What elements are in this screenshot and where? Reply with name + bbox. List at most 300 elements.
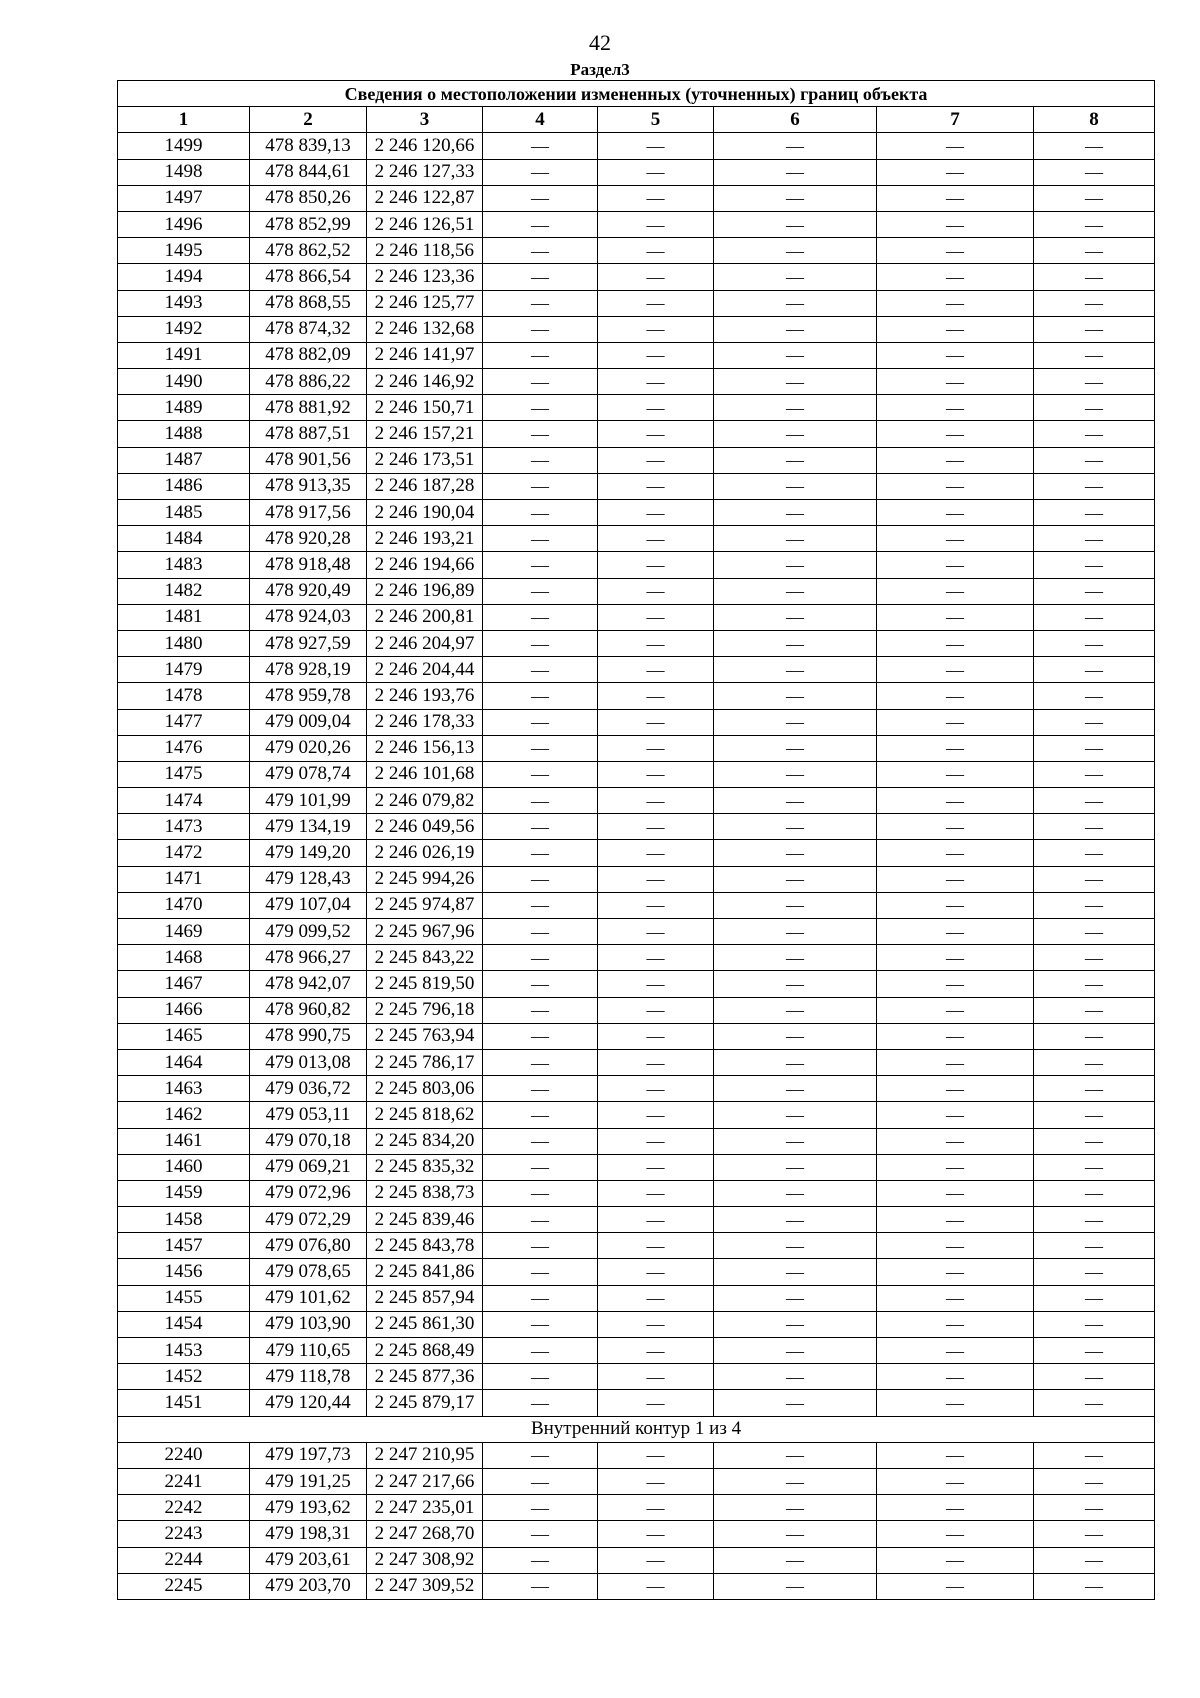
empty-value-cell: — <box>714 159 877 185</box>
empty-value-cell: — <box>598 473 714 499</box>
x-coordinate-cell: 478 928,19 <box>250 657 367 683</box>
empty-value-cell: — <box>598 1102 714 1128</box>
empty-value-cell: — <box>877 473 1034 499</box>
empty-value-cell: — <box>877 316 1034 342</box>
empty-value-cell: — <box>714 866 877 892</box>
empty-value-cell: — <box>598 316 714 342</box>
point-number-cell: 1463 <box>118 1076 250 1102</box>
x-coordinate-cell: 479 072,96 <box>250 1180 367 1206</box>
empty-value-cell: — <box>714 657 877 683</box>
table-row <box>118 1180 1155 1206</box>
table-row <box>118 264 1155 290</box>
empty-value-cell: — <box>714 1364 877 1390</box>
table-row <box>118 500 1155 526</box>
empty-value-cell: — <box>877 630 1034 656</box>
x-coordinate-cell: 479 069,21 <box>250 1154 367 1180</box>
point-number-cell: 1470 <box>118 892 250 918</box>
table-body <box>118 133 1155 1600</box>
table-row <box>118 526 1155 552</box>
empty-value-cell: — <box>714 1128 877 1154</box>
empty-value-cell: — <box>877 1468 1034 1494</box>
empty-value-cell: — <box>714 814 877 840</box>
empty-value-cell: — <box>714 1338 877 1364</box>
empty-value-cell: — <box>598 1285 714 1311</box>
y-coordinate-cell: 2 245 803,06 <box>367 1076 483 1102</box>
contour-label-row <box>118 1416 1155 1442</box>
empty-value-cell: — <box>483 342 598 368</box>
table-row <box>118 578 1155 604</box>
x-coordinate-cell: 479 053,11 <box>250 1102 367 1128</box>
empty-value-cell: — <box>483 526 598 552</box>
empty-value-cell: — <box>598 395 714 421</box>
x-coordinate-cell: 479 078,74 <box>250 761 367 787</box>
empty-value-cell: — <box>483 1311 598 1337</box>
empty-value-cell: — <box>714 1180 877 1206</box>
empty-value-cell: — <box>877 709 1034 735</box>
empty-value-cell: — <box>877 238 1034 264</box>
empty-value-cell: — <box>598 526 714 552</box>
empty-value-cell: — <box>598 1207 714 1233</box>
empty-value-cell: — <box>877 866 1034 892</box>
table-row <box>118 657 1155 683</box>
empty-value-cell: — <box>483 1154 598 1180</box>
empty-value-cell: — <box>877 1233 1034 1259</box>
table-row <box>118 1076 1155 1102</box>
table-row <box>118 133 1155 159</box>
x-coordinate-cell: 478 990,75 <box>250 1023 367 1049</box>
empty-value-cell: — <box>1034 500 1155 526</box>
y-coordinate-cell: 2 246 156,13 <box>367 735 483 761</box>
empty-value-cell: — <box>1034 1521 1155 1547</box>
empty-value-cell: — <box>714 238 877 264</box>
table-row <box>118 1154 1155 1180</box>
table-row <box>118 159 1155 185</box>
y-coordinate-cell: 2 246 079,82 <box>367 788 483 814</box>
empty-value-cell: — <box>714 264 877 290</box>
empty-value-cell: — <box>1034 971 1155 997</box>
empty-value-cell: — <box>598 1023 714 1049</box>
y-coordinate-cell: 2 246 173,51 <box>367 447 483 473</box>
empty-value-cell: — <box>714 788 877 814</box>
empty-value-cell: — <box>1034 473 1155 499</box>
empty-value-cell: — <box>483 788 598 814</box>
x-coordinate-cell: 478 918,48 <box>250 552 367 578</box>
empty-value-cell: — <box>877 211 1034 237</box>
empty-value-cell: — <box>1034 630 1155 656</box>
empty-value-cell: — <box>1034 133 1155 159</box>
column-header: 4 <box>483 107 598 133</box>
point-number-cell: 2242 <box>118 1495 250 1521</box>
point-number-cell: 1498 <box>118 159 250 185</box>
y-coordinate-cell: 2 245 967,96 <box>367 919 483 945</box>
empty-value-cell: — <box>877 526 1034 552</box>
empty-value-cell: — <box>483 500 598 526</box>
y-coordinate-cell: 2 245 857,94 <box>367 1285 483 1311</box>
table-row <box>118 1049 1155 1075</box>
empty-value-cell: — <box>714 395 877 421</box>
empty-value-cell: — <box>598 1390 714 1416</box>
empty-value-cell: — <box>483 709 598 735</box>
empty-value-cell: — <box>1034 1338 1155 1364</box>
point-number-cell: 1484 <box>118 526 250 552</box>
empty-value-cell: — <box>598 1128 714 1154</box>
empty-value-cell: — <box>877 1102 1034 1128</box>
empty-value-cell: — <box>1034 1390 1155 1416</box>
empty-value-cell: — <box>483 997 598 1023</box>
empty-value-cell: — <box>483 604 598 630</box>
point-number-cell: 1457 <box>118 1233 250 1259</box>
y-coordinate-cell: 2 246 194,66 <box>367 552 483 578</box>
table-row <box>118 185 1155 211</box>
empty-value-cell: — <box>598 1259 714 1285</box>
x-coordinate-cell: 479 101,99 <box>250 788 367 814</box>
x-coordinate-cell: 479 072,29 <box>250 1207 367 1233</box>
point-number-cell: 1469 <box>118 919 250 945</box>
y-coordinate-cell: 2 245 974,87 <box>367 892 483 918</box>
column-header: 2 <box>250 107 367 133</box>
empty-value-cell: — <box>598 997 714 1023</box>
empty-value-cell: — <box>1034 552 1155 578</box>
table-row <box>118 1573 1155 1599</box>
x-coordinate-cell: 478 868,55 <box>250 290 367 316</box>
point-number-cell: 1489 <box>118 395 250 421</box>
empty-value-cell: — <box>483 133 598 159</box>
x-coordinate-cell: 479 076,80 <box>250 1233 367 1259</box>
point-number-cell: 1451 <box>118 1390 250 1416</box>
empty-value-cell: — <box>1034 814 1155 840</box>
x-coordinate-cell: 479 103,90 <box>250 1311 367 1337</box>
empty-value-cell: — <box>877 997 1034 1023</box>
empty-value-cell: — <box>714 1573 877 1599</box>
y-coordinate-cell: 2 247 235,01 <box>367 1495 483 1521</box>
empty-value-cell: — <box>714 971 877 997</box>
empty-value-cell: — <box>598 1233 714 1259</box>
point-number-cell: 1462 <box>118 1102 250 1128</box>
point-number-cell: 1485 <box>118 500 250 526</box>
y-coordinate-cell: 2 246 196,89 <box>367 578 483 604</box>
x-coordinate-cell: 478 887,51 <box>250 421 367 447</box>
empty-value-cell: — <box>483 971 598 997</box>
y-coordinate-cell: 2 246 127,33 <box>367 159 483 185</box>
table-row <box>118 866 1155 892</box>
y-coordinate-cell: 2 247 309,52 <box>367 1573 483 1599</box>
table-row <box>118 1468 1155 1494</box>
empty-value-cell: — <box>1034 1259 1155 1285</box>
x-coordinate-cell: 478 839,13 <box>250 133 367 159</box>
empty-value-cell: — <box>877 1573 1034 1599</box>
y-coordinate-cell: 2 246 150,71 <box>367 395 483 421</box>
table-row <box>118 473 1155 499</box>
y-coordinate-cell: 2 245 835,32 <box>367 1154 483 1180</box>
empty-value-cell: — <box>714 1390 877 1416</box>
empty-value-cell: — <box>877 1547 1034 1573</box>
empty-value-cell: — <box>598 211 714 237</box>
empty-value-cell: — <box>483 630 598 656</box>
empty-value-cell: — <box>483 290 598 316</box>
empty-value-cell: — <box>483 447 598 473</box>
empty-value-cell: — <box>877 1207 1034 1233</box>
empty-value-cell: — <box>598 1442 714 1468</box>
empty-value-cell: — <box>1034 683 1155 709</box>
point-number-cell: 1487 <box>118 447 250 473</box>
point-number-cell: 1482 <box>118 578 250 604</box>
empty-value-cell: — <box>483 1468 598 1494</box>
empty-value-cell: — <box>714 604 877 630</box>
empty-value-cell: — <box>714 1207 877 1233</box>
y-coordinate-cell: 2 246 204,44 <box>367 657 483 683</box>
table-row <box>118 1259 1155 1285</box>
point-number-cell: 1475 <box>118 761 250 787</box>
x-coordinate-cell: 478 927,59 <box>250 630 367 656</box>
x-coordinate-cell: 479 101,62 <box>250 1285 367 1311</box>
empty-value-cell: — <box>714 1495 877 1521</box>
table-row <box>118 1547 1155 1573</box>
point-number-cell: 1455 <box>118 1285 250 1311</box>
empty-value-cell: — <box>877 971 1034 997</box>
empty-value-cell: — <box>877 159 1034 185</box>
y-coordinate-cell: 2 245 868,49 <box>367 1338 483 1364</box>
table-row <box>118 814 1155 840</box>
empty-value-cell: — <box>714 1468 877 1494</box>
empty-value-cell: — <box>483 578 598 604</box>
point-number-cell: 1453 <box>118 1338 250 1364</box>
point-number-cell: 1468 <box>118 945 250 971</box>
empty-value-cell: — <box>598 866 714 892</box>
empty-value-cell: — <box>877 1521 1034 1547</box>
empty-value-cell: — <box>483 316 598 342</box>
y-coordinate-cell: 2 246 125,77 <box>367 290 483 316</box>
point-number-cell: 1477 <box>118 709 250 735</box>
section-title: Раздел3 <box>570 60 630 79</box>
empty-value-cell: — <box>714 1521 877 1547</box>
x-coordinate-cell: 479 203,70 <box>250 1573 367 1599</box>
empty-value-cell: — <box>714 630 877 656</box>
empty-value-cell: — <box>714 473 877 499</box>
table-row <box>118 971 1155 997</box>
empty-value-cell: — <box>1034 1049 1155 1075</box>
empty-value-cell: — <box>1034 421 1155 447</box>
x-coordinate-cell: 478 924,03 <box>250 604 367 630</box>
y-coordinate-cell: 2 245 879,17 <box>367 1390 483 1416</box>
empty-value-cell: — <box>483 552 598 578</box>
x-coordinate-cell: 478 913,35 <box>250 473 367 499</box>
empty-value-cell: — <box>877 1023 1034 1049</box>
point-number-cell: 1454 <box>118 1311 250 1337</box>
empty-value-cell: — <box>714 500 877 526</box>
point-number-cell: 2243 <box>118 1521 250 1547</box>
point-number-cell: 1466 <box>118 997 250 1023</box>
empty-value-cell: — <box>714 709 877 735</box>
empty-value-cell: — <box>714 133 877 159</box>
empty-value-cell: — <box>598 1468 714 1494</box>
point-number-cell: 1467 <box>118 971 250 997</box>
empty-value-cell: — <box>483 159 598 185</box>
point-number-cell: 1491 <box>118 342 250 368</box>
empty-value-cell: — <box>483 735 598 761</box>
empty-value-cell: — <box>483 1285 598 1311</box>
empty-value-cell: — <box>598 159 714 185</box>
empty-value-cell: — <box>598 709 714 735</box>
table-row <box>118 735 1155 761</box>
empty-value-cell: — <box>1034 840 1155 866</box>
empty-value-cell: — <box>877 814 1034 840</box>
x-coordinate-cell: 478 852,99 <box>250 211 367 237</box>
empty-value-cell: — <box>1034 892 1155 918</box>
empty-value-cell: — <box>714 735 877 761</box>
y-coordinate-cell: 2 245 763,94 <box>367 1023 483 1049</box>
point-number-cell: 1473 <box>118 814 250 840</box>
point-number-cell: 2245 <box>118 1573 250 1599</box>
empty-value-cell: — <box>714 683 877 709</box>
empty-value-cell: — <box>483 1023 598 1049</box>
empty-value-cell: — <box>877 1442 1034 1468</box>
y-coordinate-cell: 2 245 843,78 <box>367 1233 483 1259</box>
empty-value-cell: — <box>483 185 598 211</box>
x-coordinate-cell: 478 844,61 <box>250 159 367 185</box>
point-number-cell: 1478 <box>118 683 250 709</box>
empty-value-cell: — <box>714 421 877 447</box>
empty-value-cell: — <box>877 447 1034 473</box>
empty-value-cell: — <box>1034 866 1155 892</box>
x-coordinate-cell: 479 107,04 <box>250 892 367 918</box>
empty-value-cell: — <box>483 1259 598 1285</box>
point-number-cell: 1459 <box>118 1180 250 1206</box>
point-number-cell: 1493 <box>118 290 250 316</box>
y-coordinate-cell: 2 245 796,18 <box>367 997 483 1023</box>
table-row <box>118 1128 1155 1154</box>
table-row <box>118 788 1155 814</box>
empty-value-cell: — <box>483 945 598 971</box>
x-coordinate-cell: 479 118,78 <box>250 1364 367 1390</box>
y-coordinate-cell: 2 247 210,95 <box>367 1442 483 1468</box>
table-row <box>118 1285 1155 1311</box>
empty-value-cell: — <box>877 1076 1034 1102</box>
x-coordinate-cell: 478 960,82 <box>250 997 367 1023</box>
coordinates-table <box>117 80 1155 1600</box>
empty-value-cell: — <box>483 657 598 683</box>
y-coordinate-cell: 2 246 101,68 <box>367 761 483 787</box>
x-coordinate-cell: 478 917,56 <box>250 500 367 526</box>
table-row <box>118 1495 1155 1521</box>
empty-value-cell: — <box>714 526 877 552</box>
point-number-cell: 1490 <box>118 369 250 395</box>
y-coordinate-cell: 2 246 049,56 <box>367 814 483 840</box>
y-coordinate-cell: 2 246 122,87 <box>367 185 483 211</box>
empty-value-cell: — <box>714 1547 877 1573</box>
point-number-cell: 1474 <box>118 788 250 814</box>
empty-value-cell: — <box>714 1154 877 1180</box>
point-number-cell: 1480 <box>118 630 250 656</box>
empty-value-cell: — <box>483 814 598 840</box>
empty-value-cell: — <box>1034 238 1155 264</box>
column-header: 5 <box>598 107 714 133</box>
x-coordinate-cell: 478 882,09 <box>250 342 367 368</box>
empty-value-cell: — <box>877 500 1034 526</box>
empty-value-cell: — <box>1034 526 1155 552</box>
x-coordinate-cell: 479 197,73 <box>250 1442 367 1468</box>
y-coordinate-cell: 2 246 132,68 <box>367 316 483 342</box>
point-number-cell: 1497 <box>118 185 250 211</box>
empty-value-cell: — <box>877 840 1034 866</box>
empty-value-cell: — <box>598 264 714 290</box>
empty-value-cell: — <box>598 604 714 630</box>
empty-value-cell: — <box>877 892 1034 918</box>
y-coordinate-cell: 2 246 187,28 <box>367 473 483 499</box>
y-coordinate-cell: 2 246 146,92 <box>367 369 483 395</box>
empty-value-cell: — <box>1034 1128 1155 1154</box>
x-coordinate-cell: 478 942,07 <box>250 971 367 997</box>
empty-value-cell: — <box>598 657 714 683</box>
empty-value-cell: — <box>1034 1495 1155 1521</box>
empty-value-cell: — <box>877 657 1034 683</box>
table-row <box>118 604 1155 630</box>
y-coordinate-cell: 2 245 834,20 <box>367 1128 483 1154</box>
x-coordinate-cell: 479 203,61 <box>250 1547 367 1573</box>
empty-value-cell: — <box>877 919 1034 945</box>
y-coordinate-cell: 2 246 200,81 <box>367 604 483 630</box>
table-row <box>118 630 1155 656</box>
empty-value-cell: — <box>877 1311 1034 1337</box>
empty-value-cell: — <box>483 264 598 290</box>
empty-value-cell: — <box>483 1076 598 1102</box>
x-coordinate-cell: 478 959,78 <box>250 683 367 709</box>
table-row <box>118 945 1155 971</box>
table-row <box>118 761 1155 787</box>
empty-value-cell: — <box>483 1180 598 1206</box>
empty-value-cell: — <box>598 185 714 211</box>
y-coordinate-cell: 2 246 193,76 <box>367 683 483 709</box>
empty-value-cell: — <box>714 185 877 211</box>
point-number-cell: 1458 <box>118 1207 250 1233</box>
y-coordinate-cell: 2 246 204,97 <box>367 630 483 656</box>
x-coordinate-cell: 479 193,62 <box>250 1495 367 1521</box>
empty-value-cell: — <box>877 578 1034 604</box>
empty-value-cell: — <box>877 945 1034 971</box>
empty-value-cell: — <box>877 683 1034 709</box>
empty-value-cell: — <box>1034 1285 1155 1311</box>
empty-value-cell: — <box>598 840 714 866</box>
y-coordinate-cell: 2 245 786,17 <box>367 1049 483 1075</box>
column-header-row <box>118 107 1155 133</box>
empty-value-cell: — <box>1034 1207 1155 1233</box>
empty-value-cell: — <box>877 604 1034 630</box>
x-coordinate-cell: 478 874,32 <box>250 316 367 342</box>
empty-value-cell: — <box>1034 604 1155 630</box>
empty-value-cell: — <box>1034 264 1155 290</box>
point-number-cell: 1460 <box>118 1154 250 1180</box>
table-row <box>118 552 1155 578</box>
empty-value-cell: — <box>483 1495 598 1521</box>
x-coordinate-cell: 479 198,31 <box>250 1521 367 1547</box>
point-number-cell: 1476 <box>118 735 250 761</box>
empty-value-cell: — <box>598 630 714 656</box>
empty-value-cell: — <box>877 1049 1034 1075</box>
y-coordinate-cell: 2 245 994,26 <box>367 866 483 892</box>
empty-value-cell: — <box>598 342 714 368</box>
empty-value-cell: — <box>714 1259 877 1285</box>
column-header: 8 <box>1034 107 1155 133</box>
x-coordinate-cell: 478 850,26 <box>250 185 367 211</box>
empty-value-cell: — <box>598 500 714 526</box>
empty-value-cell: — <box>483 840 598 866</box>
y-coordinate-cell: 2 246 118,56 <box>367 238 483 264</box>
point-number-cell: 1461 <box>118 1128 250 1154</box>
point-number-cell: 2241 <box>118 1468 250 1494</box>
empty-value-cell: — <box>598 761 714 787</box>
empty-value-cell: — <box>877 1364 1034 1390</box>
y-coordinate-cell: 2 245 818,62 <box>367 1102 483 1128</box>
empty-value-cell: — <box>1034 735 1155 761</box>
